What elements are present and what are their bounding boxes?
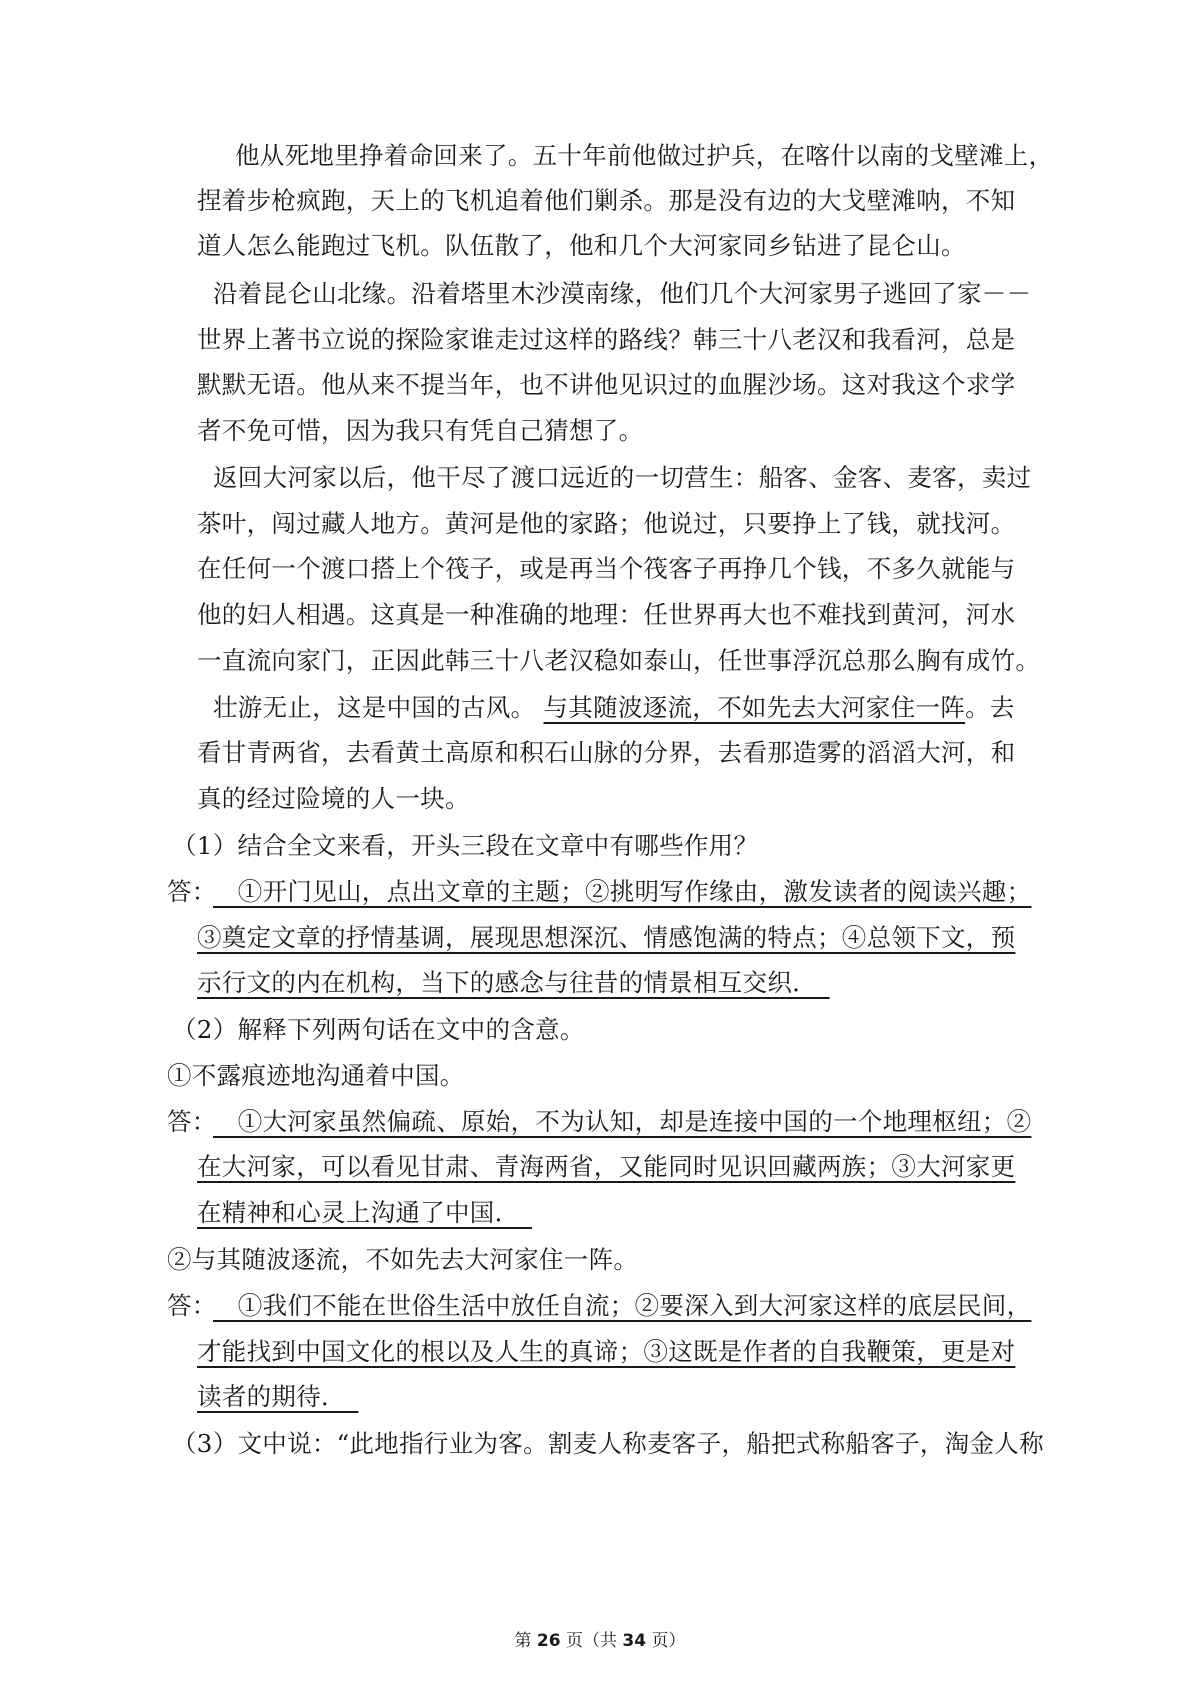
answer-2-1-line1: ①大河家虽然偏疏、原始，不为认知，却是连接中国的一个地理枢纽；②	[213, 1107, 1032, 1136]
footer-total-pages: 34	[622, 1631, 647, 1651]
question-2: （2）解释下列两句话在文中的含意。	[172, 1015, 585, 1044]
passage-p1-line1: 他从死地里挣着命回来了。五十年前他做过护兵，在喀什以南的戈壁滩上，	[235, 141, 1054, 170]
footer-page-number: 26	[536, 1631, 561, 1651]
answer-1-line1: ①开门见山，点出文章的主题；②挑明写作缘由，激发读者的阅读兴趣；	[213, 877, 1032, 906]
passage-p3-line5: 一直流向家门，正因此韩三十八老汉稳如泰山，任世事浮沉总那么胸有成竹。	[197, 646, 1041, 675]
passage-p3-line2: 茶叶，闯过藏人地方。黄河是他的家路；他说过，只要挣上了钱，就找河。	[197, 509, 1016, 538]
question-1: （1）结合全文来看，开头三段在文章中有哪些作用？	[172, 831, 759, 860]
passage-p3-line1: 返回大河家以后，他干尽了渡口远近的一切营生：船客、金客、麦客，卖过	[213, 463, 1032, 492]
page-footer	[0, 1630, 1200, 1652]
footer-text-pre: 第	[514, 1631, 537, 1651]
answer-1-line3: 示行文的内在机构，当下的感念与往昔的情景相互交织．	[197, 968, 830, 997]
passage-p2-line3: 默默无语。他从来不提当年，也不讲他见识过的血腥沙场。这对我这个求学	[197, 370, 1016, 399]
answer-2-2-line3: 读者的期待．	[197, 1382, 359, 1411]
question-2-sub-1: ①不露痕迹地沟通着中国。	[167, 1061, 465, 1090]
passage-p4-line1	[213, 692, 1015, 724]
passage-p1-line3: 道人怎么能跑过飞机。队伍散了，他和几个大河家同乡钻进了昆仑山。	[197, 231, 966, 260]
question-3: （3）文中说：“此地指行业为客。割麦人称麦客子，船把式称船客子，淘金人称	[172, 1429, 1044, 1458]
passage-p2-line2: 世界上著书立说的探险家谁走过这样的路线？韩三十八老汉和我看河，总是	[197, 325, 1016, 354]
passage-p4-underlined-sentence: 与其随波逐流，不如先去大河家住一阵	[543, 693, 966, 722]
passage-p4-line2: 看甘青两省，去看黄土高原和积石山脉的分界，去看那造雾的滔滔大河，和	[197, 738, 1016, 767]
passage-p3-line3: 在任何一个渡口搭上个筏子，或是再当个筏客子再挣几个钱，不多久就能与	[197, 554, 1016, 583]
footer-text-post: 页）	[646, 1631, 686, 1651]
passage-p2-line4: 者不免可惜，因为我只有凭自己猜想了。	[197, 416, 644, 445]
answer-1-line2: ③奠定文章的抒情基调，展现思想深沉、情感饱满的特点；④总领下文，预	[197, 923, 1016, 952]
passage-p4-text-pre: 壮游无止，这是中国的古风。	[213, 693, 544, 722]
answer-2-2-line2: 才能找到中国文化的根以及人生的真谛；③这既是作者的自我鞭策，更是对	[197, 1337, 1016, 1366]
question-2-sub-2: ②与其随波逐流，不如先去大河家住一阵。	[167, 1245, 639, 1274]
passage-p1-line2: 捏着步枪疯跑，天上的飞机追着他们剿杀。那是没有边的大戈壁滩呐，不知	[197, 186, 1016, 215]
passage-p2-line1: 沿着昆仑山北缘。沿着塔里木沙漠南缘，他们几个大河家男子逃回了家－－	[213, 279, 1032, 308]
answer-2-2-prefix: 答：	[167, 1291, 217, 1320]
passage-p4-line3: 真的经过险境的人一块。	[197, 784, 470, 813]
passage-p3-line4: 他的妇人相遇。这真是一种准确的地理：任世界再大也不难找到黄河，河水	[197, 600, 1016, 629]
answer-1-prefix: 答：	[167, 877, 217, 906]
passage-p4-text-post: 。去	[965, 693, 1015, 722]
answer-2-1-prefix: 答：	[167, 1107, 217, 1136]
answer-2-1-line2: 在大河家，可以看见甘肃、青海两省，又能同时见识回藏两族；③大河家更	[197, 1152, 1016, 1181]
answer-2-1-line3: 在精神和心灵上沟通了中国．	[197, 1198, 532, 1227]
answer-2-2-line1: ①我们不能在世俗生活中放任自流；②要深入到大河家这样的底层民间，	[213, 1291, 1032, 1320]
footer-text-mid: 页（共	[560, 1631, 623, 1651]
